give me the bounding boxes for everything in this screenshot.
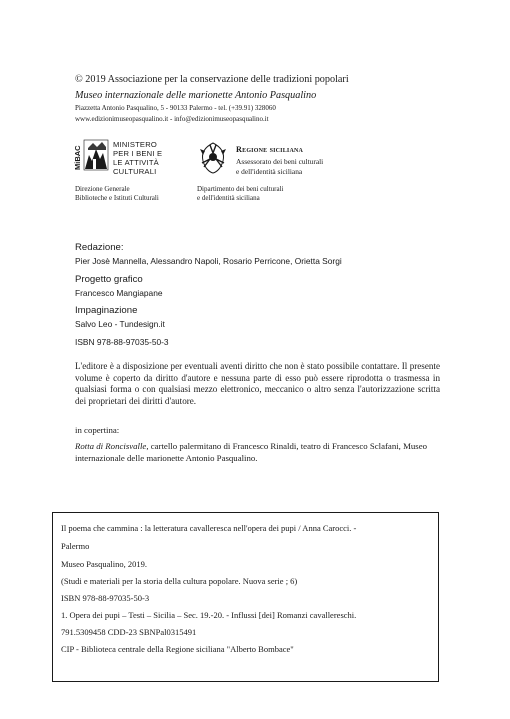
catalog-line: Museo Pasqualino, 2019. bbox=[61, 559, 147, 569]
catalog-line: CIP - Biblioteca centrale della Regione siciliana "Alberto Bombace" bbox=[61, 644, 294, 654]
catalog-line: ISBN 978-88-97035-50-3 bbox=[61, 593, 150, 603]
catalog-line: (Studi e materiali per la storia della cultura popolare. Nuova serie ; 6) bbox=[61, 576, 298, 586]
progetto-label: Progetto grafico bbox=[75, 274, 143, 285]
regione-assessorato bbox=[236, 157, 323, 176]
isbn-line: ISBN 978-88-97035-50-3 bbox=[75, 337, 169, 347]
regione-dip-line: Dipartimento dei beni culturali bbox=[197, 185, 284, 193]
rights-disclaimer: L'editore è a disposizione per eventuali aventi diritto che non è stato possibile contattare. Il presente volume è coperto da diritto d'autore e nessuna parte di esso può essere riprodotta o trasmessa in qualsiasi forma o con qualsiasi mezzo elettronico, meccanico o altro senza l'autorizzazione scritta dei proprietari dei diritti d'autore. bbox=[75, 361, 440, 407]
cover-artwork-title: Rotta di Roncisvalle bbox=[75, 441, 147, 451]
mibac-line: MINISTERO bbox=[113, 140, 157, 149]
museum-web-contacts: www.edizionimuseopasqualino.it - info@edizionimuseopasqualino.it bbox=[75, 115, 269, 123]
impaginazione-label: Impaginazione bbox=[75, 305, 138, 316]
mibac-wordmark bbox=[113, 140, 162, 176]
mibac-direzione-line: Direzione Generale bbox=[75, 185, 130, 193]
catalog-line: 791.5309458 CDD-23 SBNPal0315491 bbox=[61, 627, 197, 637]
impaginazione-name: Salvo Leo - Tundesign.it bbox=[75, 319, 165, 329]
cip-catalog-box bbox=[52, 512, 439, 682]
mibac-logo-mark: MiBAC bbox=[73, 145, 82, 170]
mibac-line: LE ATTIVITÀ bbox=[113, 158, 159, 167]
redazione-label: Redazione: bbox=[75, 242, 124, 253]
regione-dip-line: e dell'identità siciliana bbox=[197, 194, 260, 202]
redazione-names: Pier Josè Mannella, Alessandro Napoli, Rosario Perricone, Orietta Sorgi bbox=[75, 256, 342, 266]
catalog-line: 1. Opera dei pupi – Testi – Sicilia – Sec. 19.-20. - Influssi [dei] Romanzi cavallereschi. bbox=[61, 610, 357, 620]
mibac-direzione-line: Biblioteche e Istituti Culturali bbox=[75, 194, 159, 202]
cover-caption-text: , cartello palermitano di Francesco Rinaldi, teatro di Francesco Sclafani, Museo internazionale delle marionette Antonio Pasqualino. bbox=[75, 441, 428, 463]
regione-sub-line: Assessorato dei beni culturali bbox=[236, 157, 324, 166]
regione-sub-line: e dell'identità siciliana bbox=[236, 166, 303, 176]
mibac-logo-icon bbox=[75, 139, 109, 171]
regione-dipartimento bbox=[197, 185, 284, 203]
mibac-direzione bbox=[75, 185, 159, 203]
mibac-line: CULTURALI bbox=[113, 167, 157, 176]
mibac-line: PER I BENI E bbox=[113, 149, 163, 158]
cover-caption bbox=[75, 441, 440, 465]
copyright-line: © 2019 Associazione per la conservazione delle tradizioni popolari bbox=[75, 74, 349, 85]
regione-trinacria-icon bbox=[197, 141, 229, 175]
catalog-line: Palermo bbox=[61, 541, 90, 551]
regione-title: Regione siciliana bbox=[236, 145, 304, 154]
catalog-line: Il poema che cammina : la letteratura cavalleresca nell'opera dei pupi / Anna Carocci. - bbox=[61, 523, 357, 533]
museum-address: Piazzetta Antonio Pasqualino, 5 - 90133 Palermo - tel. (+39.91) 328060 bbox=[75, 104, 276, 112]
museum-name: Museo internazionale delle marionette Antonio Pasqualino bbox=[75, 90, 317, 101]
progetto-name: Francesco Mangiapane bbox=[75, 288, 163, 298]
cover-label: in copertina: bbox=[75, 425, 120, 435]
